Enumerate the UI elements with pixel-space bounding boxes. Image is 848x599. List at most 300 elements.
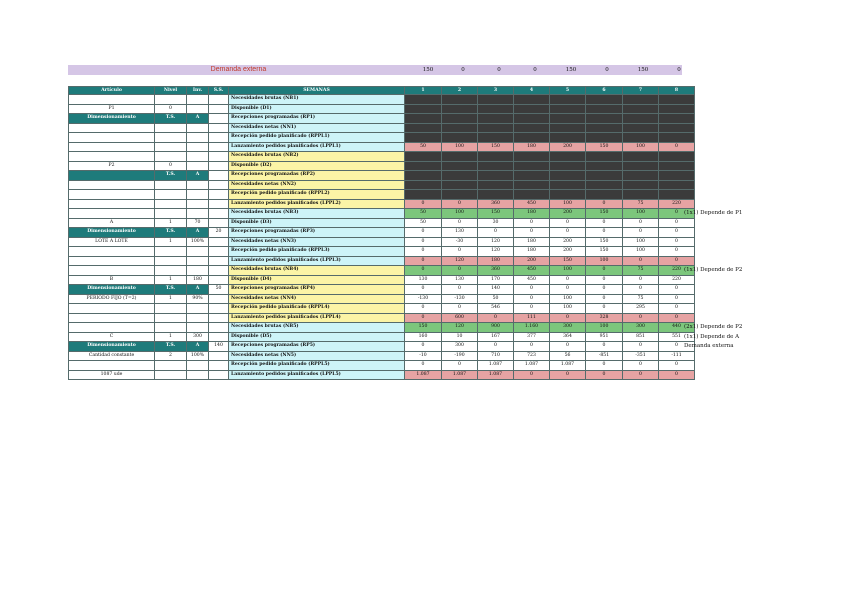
concept-label: Recepciones programadas (RP3) <box>229 228 405 238</box>
week-value-cell: 295 <box>623 304 659 314</box>
week-value-cell: 600 <box>442 313 478 323</box>
inventory-cell <box>187 161 209 171</box>
week-value-cell: 30 <box>478 218 514 228</box>
safety-stock-cell <box>209 275 229 285</box>
concept-label: Recepciones programadas (RP5) <box>229 342 405 352</box>
week-value-cell: 300 <box>623 323 659 333</box>
week-value-cell: 150 <box>586 247 623 257</box>
week-value-cell <box>442 190 478 200</box>
week-value-cell: 100 <box>623 209 659 219</box>
mrp-row <box>69 266 695 276</box>
week-value-cell: 160 <box>405 332 442 342</box>
mrp-row <box>69 323 695 333</box>
header-week: 6 <box>586 87 623 95</box>
level-cell: 0 <box>155 104 187 114</box>
week-value-cell: 180 <box>514 247 550 257</box>
week-value-cell <box>550 161 586 171</box>
week-value-cell: 1.087 <box>514 361 550 371</box>
concept-label: Necesidades netas (NN4) <box>229 294 405 304</box>
week-value-cell: 0 <box>405 228 442 238</box>
week-value-cell: 100 <box>550 304 586 314</box>
week-value-cell <box>405 190 442 200</box>
week-value-cell: 56 <box>550 351 586 361</box>
week-value-cell: 440 <box>659 323 695 333</box>
safety-stock-cell: 20 <box>209 228 229 238</box>
external-demand-value: 150 <box>637 67 649 73</box>
week-value-cell: 0 <box>478 313 514 323</box>
level-cell: T.S. <box>155 228 187 238</box>
mrp-row <box>69 294 695 304</box>
level-cell: 2 <box>155 351 187 361</box>
week-value-cell <box>514 123 550 133</box>
item-cell <box>69 133 155 143</box>
inventory-cell <box>187 123 209 133</box>
inventory-cell <box>187 142 209 152</box>
item-cell <box>69 304 155 314</box>
inventory-cell <box>187 323 209 333</box>
inventory-cell: A <box>187 228 209 238</box>
week-value-cell: 300 <box>550 323 586 333</box>
concept-label: Disponible (D4) <box>229 275 405 285</box>
mrp-row <box>69 256 695 266</box>
mrp-row <box>69 161 695 171</box>
week-value-cell: 0 <box>623 285 659 295</box>
week-value-cell: 140 <box>478 285 514 295</box>
week-value-cell <box>478 152 514 162</box>
safety-stock-cell <box>209 133 229 143</box>
week-value-cell: 1.087 <box>478 361 514 371</box>
week-value-cell: 120 <box>478 237 514 247</box>
safety-stock-cell <box>209 123 229 133</box>
dependency-note: Demanda externa <box>684 343 734 349</box>
week-value-cell <box>623 190 659 200</box>
week-value-cell: 0 <box>586 304 623 314</box>
week-value-cell: -851 <box>586 351 623 361</box>
safety-stock-cell <box>209 323 229 333</box>
level-cell <box>155 209 187 219</box>
week-value-cell: 111 <box>514 313 550 323</box>
week-value-cell <box>405 95 442 105</box>
mrp-row <box>69 171 695 181</box>
week-value-cell <box>659 114 695 124</box>
week-value-cell: 0 <box>550 228 586 238</box>
week-value-cell <box>550 133 586 143</box>
mrp-row <box>69 190 695 200</box>
week-value-cell <box>442 114 478 124</box>
item-cell <box>69 171 155 181</box>
week-value-cell: -30 <box>442 237 478 247</box>
mrp-row <box>69 95 695 105</box>
week-value-cell: 0 <box>623 275 659 285</box>
week-value-cell: 75 <box>623 199 659 209</box>
inventory-cell <box>187 370 209 380</box>
week-value-cell: 0 <box>405 304 442 314</box>
concept-label: Necesidades brutas (NB1) <box>229 95 405 105</box>
mrp-row <box>69 228 695 238</box>
week-value-cell: -10 <box>405 351 442 361</box>
week-value-cell: 130 <box>442 228 478 238</box>
week-value-cell: 220 <box>659 266 695 276</box>
week-value-cell: 900 <box>478 323 514 333</box>
item-cell <box>69 313 155 323</box>
safety-stock-cell <box>209 161 229 171</box>
week-value-cell: 200 <box>550 142 586 152</box>
week-value-cell: 200 <box>550 247 586 257</box>
item-cell <box>69 266 155 276</box>
mrp-row <box>69 237 695 247</box>
week-value-cell: 0 <box>586 294 623 304</box>
week-value-cell: 0 <box>586 275 623 285</box>
mrp-row <box>69 285 695 295</box>
safety-stock-cell <box>209 361 229 371</box>
concept-label: Necesidades brutas (NB3) <box>229 209 405 219</box>
week-value-cell: 0 <box>442 218 478 228</box>
external-demand-value: 150 <box>565 67 577 73</box>
week-value-cell <box>586 161 623 171</box>
week-value-cell <box>659 133 695 143</box>
week-value-cell: 0 <box>478 228 514 238</box>
concept-label: Lanzamiento pedidos planificados (LPPL1) <box>229 142 405 152</box>
week-value-cell: 100 <box>623 247 659 257</box>
inventory-cell <box>187 361 209 371</box>
dependency-note: (1x1) Depende de A <box>684 333 740 340</box>
week-value-cell: 150 <box>586 237 623 247</box>
safety-stock-cell <box>209 114 229 124</box>
week-value-cell: 75 <box>623 266 659 276</box>
week-value-cell: 0 <box>405 266 442 276</box>
week-value-cell: 0 <box>623 228 659 238</box>
level-cell <box>155 123 187 133</box>
mrp-row <box>69 104 695 114</box>
header-week: 1 <box>405 87 442 95</box>
week-value-cell: 0 <box>623 256 659 266</box>
week-value-cell: 180 <box>514 142 550 152</box>
week-value-cell <box>442 161 478 171</box>
item-cell: P2 <box>69 161 155 171</box>
week-value-cell: -351 <box>623 351 659 361</box>
dependency-note: (2x1) Depende de P2 <box>684 324 743 330</box>
mrp-row <box>69 342 695 352</box>
week-value-cell: 0 <box>514 228 550 238</box>
item-cell <box>69 190 155 200</box>
week-value-cell: 180 <box>514 237 550 247</box>
item-cell <box>69 361 155 371</box>
week-value-cell: 0 <box>442 199 478 209</box>
week-value-cell: 710 <box>478 351 514 361</box>
week-value-cell: 546 <box>478 304 514 314</box>
week-value-cell: 0 <box>659 370 695 380</box>
week-value-cell: 0 <box>514 342 550 352</box>
week-value-cell: 0 <box>623 370 659 380</box>
week-value-cell: 130 <box>405 275 442 285</box>
header-week: 4 <box>514 87 550 95</box>
week-value-cell: 0 <box>659 218 695 228</box>
external-demand-value: 0 <box>605 67 609 73</box>
week-value-cell <box>623 180 659 190</box>
week-value-cell <box>550 104 586 114</box>
week-value-cell: 0 <box>623 361 659 371</box>
header-week: 7 <box>623 87 659 95</box>
week-value-cell <box>623 95 659 105</box>
mrp-row <box>69 114 695 124</box>
week-value-cell <box>478 114 514 124</box>
safety-stock-cell <box>209 266 229 276</box>
level-cell: 1 <box>155 294 187 304</box>
header-week: 3 <box>478 87 514 95</box>
level-cell: T.S. <box>155 114 187 124</box>
mrp-row <box>69 247 695 257</box>
week-value-cell <box>478 104 514 114</box>
header-week: 8 <box>659 87 695 95</box>
week-value-cell <box>514 95 550 105</box>
week-value-cell: 0 <box>586 342 623 352</box>
week-value-cell <box>514 104 550 114</box>
week-value-cell: 0 <box>550 218 586 228</box>
mrp-row <box>69 313 695 323</box>
safety-stock-cell <box>209 152 229 162</box>
week-value-cell: 1.087 <box>478 370 514 380</box>
concept-label: Disponible (D1) <box>229 104 405 114</box>
week-value-cell: 0 <box>623 342 659 352</box>
week-value-cell <box>405 133 442 143</box>
inventory-cell <box>187 104 209 114</box>
external-demand-value: 0 <box>677 67 681 73</box>
week-value-cell: 360 <box>478 266 514 276</box>
week-value-cell <box>623 123 659 133</box>
week-value-cell: 180 <box>478 256 514 266</box>
concept-label: Disponible (D2) <box>229 161 405 171</box>
week-value-cell <box>586 123 623 133</box>
week-value-cell: 0 <box>405 313 442 323</box>
level-cell: T.S. <box>155 285 187 295</box>
week-value-cell: 328 <box>586 313 623 323</box>
safety-stock-cell <box>209 237 229 247</box>
item-cell <box>69 95 155 105</box>
safety-stock-cell <box>209 313 229 323</box>
mrp-row <box>69 180 695 190</box>
week-value-cell <box>514 133 550 143</box>
external-demand-value: 0 <box>461 67 465 73</box>
week-value-cell: -111 <box>659 351 695 361</box>
item-cell: Cantidad constante <box>69 351 155 361</box>
item-cell <box>69 247 155 257</box>
item-cell <box>69 256 155 266</box>
week-value-cell: 0 <box>550 370 586 380</box>
inventory-cell <box>187 256 209 266</box>
concept-label: Recepciones programadas (RP2) <box>229 171 405 181</box>
week-value-cell <box>442 123 478 133</box>
item-cell: C <box>69 332 155 342</box>
week-value-cell <box>514 180 550 190</box>
inventory-cell: 100% <box>187 351 209 361</box>
week-value-cell <box>586 95 623 105</box>
concept-label: Necesidades netas (NN1) <box>229 123 405 133</box>
week-value-cell: 1.160 <box>514 323 550 333</box>
week-value-cell <box>659 104 695 114</box>
week-value-cell: 300 <box>442 342 478 352</box>
week-value-cell: 50 <box>478 294 514 304</box>
week-value-cell: 0 <box>442 361 478 371</box>
external-demand-bar <box>68 65 682 75</box>
week-value-cell: 0 <box>659 294 695 304</box>
item-cell <box>69 199 155 209</box>
week-value-cell <box>623 171 659 181</box>
safety-stock-cell <box>209 294 229 304</box>
safety-stock-cell <box>209 370 229 380</box>
item-cell <box>69 123 155 133</box>
mrp-row <box>69 304 695 314</box>
level-cell: T.S. <box>155 171 187 181</box>
week-value-cell: 0 <box>586 228 623 238</box>
header-nivel: Nivel <box>155 87 187 95</box>
week-value-cell: 450 <box>514 266 550 276</box>
week-value-cell: 450 <box>514 275 550 285</box>
inventory-cell: A <box>187 342 209 352</box>
level-cell: 1 <box>155 332 187 342</box>
week-value-cell <box>586 133 623 143</box>
external-demand-label: Demanda externa <box>210 66 267 73</box>
inventory-cell: 90% <box>187 294 209 304</box>
concept-label: Necesidades brutas (NB4) <box>229 266 405 276</box>
week-value-cell: 0 <box>514 285 550 295</box>
inventory-cell: 70 <box>187 218 209 228</box>
inventory-cell: 180 <box>187 275 209 285</box>
item-cell: P1 <box>69 104 155 114</box>
level-cell: 1 <box>155 218 187 228</box>
header-semanas: SEMANAS <box>229 87 405 95</box>
week-value-cell <box>405 171 442 181</box>
concept-label: Disponible (D3) <box>229 218 405 228</box>
level-cell <box>155 313 187 323</box>
week-value-cell <box>550 114 586 124</box>
week-value-cell: 50 <box>405 218 442 228</box>
dependency-note: (1x1) Depende de P2 <box>684 267 743 273</box>
week-value-cell: 150 <box>550 256 586 266</box>
week-value-cell: 0 <box>405 256 442 266</box>
week-value-cell <box>623 161 659 171</box>
level-cell <box>155 323 187 333</box>
item-cell: Dimensionamiento <box>69 285 155 295</box>
week-value-cell <box>478 161 514 171</box>
concept-label: Disponible (D5) <box>229 332 405 342</box>
week-value-cell: 0 <box>405 342 442 352</box>
week-value-cell: 150 <box>586 142 623 152</box>
week-value-cell <box>623 104 659 114</box>
week-value-cell: 360 <box>478 199 514 209</box>
item-cell: 1087 ude <box>69 370 155 380</box>
week-value-cell: 0 <box>659 342 695 352</box>
level-cell <box>155 266 187 276</box>
week-value-cell: 0 <box>550 285 586 295</box>
level-cell <box>155 190 187 200</box>
week-value-cell: 951 <box>586 332 623 342</box>
level-cell: 0 <box>155 161 187 171</box>
level-cell <box>155 370 187 380</box>
mrp-row <box>69 142 695 152</box>
mrp-row <box>69 199 695 209</box>
mrp-row <box>69 152 695 162</box>
week-value-cell <box>659 171 695 181</box>
mrp-row <box>69 275 695 285</box>
mrp-row <box>69 351 695 361</box>
week-value-cell <box>514 114 550 124</box>
week-value-cell <box>478 133 514 143</box>
week-value-cell <box>478 123 514 133</box>
item-cell <box>69 142 155 152</box>
safety-stock-cell <box>209 180 229 190</box>
week-value-cell: 0 <box>405 285 442 295</box>
external-demand-value: 150 <box>422 67 434 73</box>
week-value-cell: 0 <box>659 142 695 152</box>
inventory-cell: 300 <box>187 332 209 342</box>
week-value-cell: 377 <box>514 332 550 342</box>
safety-stock-cell <box>209 209 229 219</box>
week-value-cell: 0 <box>405 247 442 257</box>
inventory-cell <box>187 199 209 209</box>
week-value-cell: 0 <box>550 313 586 323</box>
level-cell: T.S. <box>155 342 187 352</box>
header-inv: Inv. <box>187 87 209 95</box>
item-cell: B <box>69 275 155 285</box>
concept-label: Lanzamiento pedidos planificados (LPPL3) <box>229 256 405 266</box>
week-value-cell <box>442 133 478 143</box>
mrp-row <box>69 218 695 228</box>
week-value-cell: 180 <box>514 209 550 219</box>
week-value-cell: 0 <box>659 256 695 266</box>
week-value-cell <box>514 190 550 200</box>
week-value-cell <box>514 171 550 181</box>
week-value-cell: 851 <box>623 332 659 342</box>
week-value-cell <box>405 180 442 190</box>
inventory-cell <box>187 266 209 276</box>
week-value-cell: 0 <box>623 218 659 228</box>
safety-stock-cell <box>209 218 229 228</box>
week-value-cell: 0 <box>514 218 550 228</box>
week-value-cell: 0 <box>659 313 695 323</box>
week-value-cell: 1.087 <box>550 361 586 371</box>
week-value-cell <box>623 114 659 124</box>
week-value-cell <box>659 180 695 190</box>
header-row <box>69 87 695 95</box>
week-value-cell: 200 <box>514 256 550 266</box>
week-value-cell <box>586 152 623 162</box>
week-value-cell: 220 <box>659 199 695 209</box>
inventory-cell <box>187 133 209 143</box>
week-value-cell: 0 <box>514 370 550 380</box>
week-value-cell <box>550 180 586 190</box>
concept-label: Necesidades netas (NN2) <box>229 180 405 190</box>
week-value-cell: 551 <box>659 332 695 342</box>
week-value-cell <box>405 114 442 124</box>
week-value-cell <box>586 104 623 114</box>
mrp-row <box>69 332 695 342</box>
week-value-cell: 0 <box>550 342 586 352</box>
concept-label: Lanzamiento pedidos planificados (LPPL4) <box>229 313 405 323</box>
week-value-cell <box>442 104 478 114</box>
level-cell <box>155 95 187 105</box>
concept-label: Recepción pedido planificado (RPPL5) <box>229 361 405 371</box>
level-cell <box>155 133 187 143</box>
mrp-row <box>69 123 695 133</box>
week-value-cell: 0 <box>514 294 550 304</box>
week-value-cell: 0 <box>442 266 478 276</box>
safety-stock-cell: 140 <box>209 342 229 352</box>
week-value-cell <box>659 95 695 105</box>
week-value-cell: 0 <box>478 342 514 352</box>
week-value-cell: 0 <box>586 199 623 209</box>
inventory-cell <box>187 304 209 314</box>
week-value-cell: -130 <box>405 294 442 304</box>
